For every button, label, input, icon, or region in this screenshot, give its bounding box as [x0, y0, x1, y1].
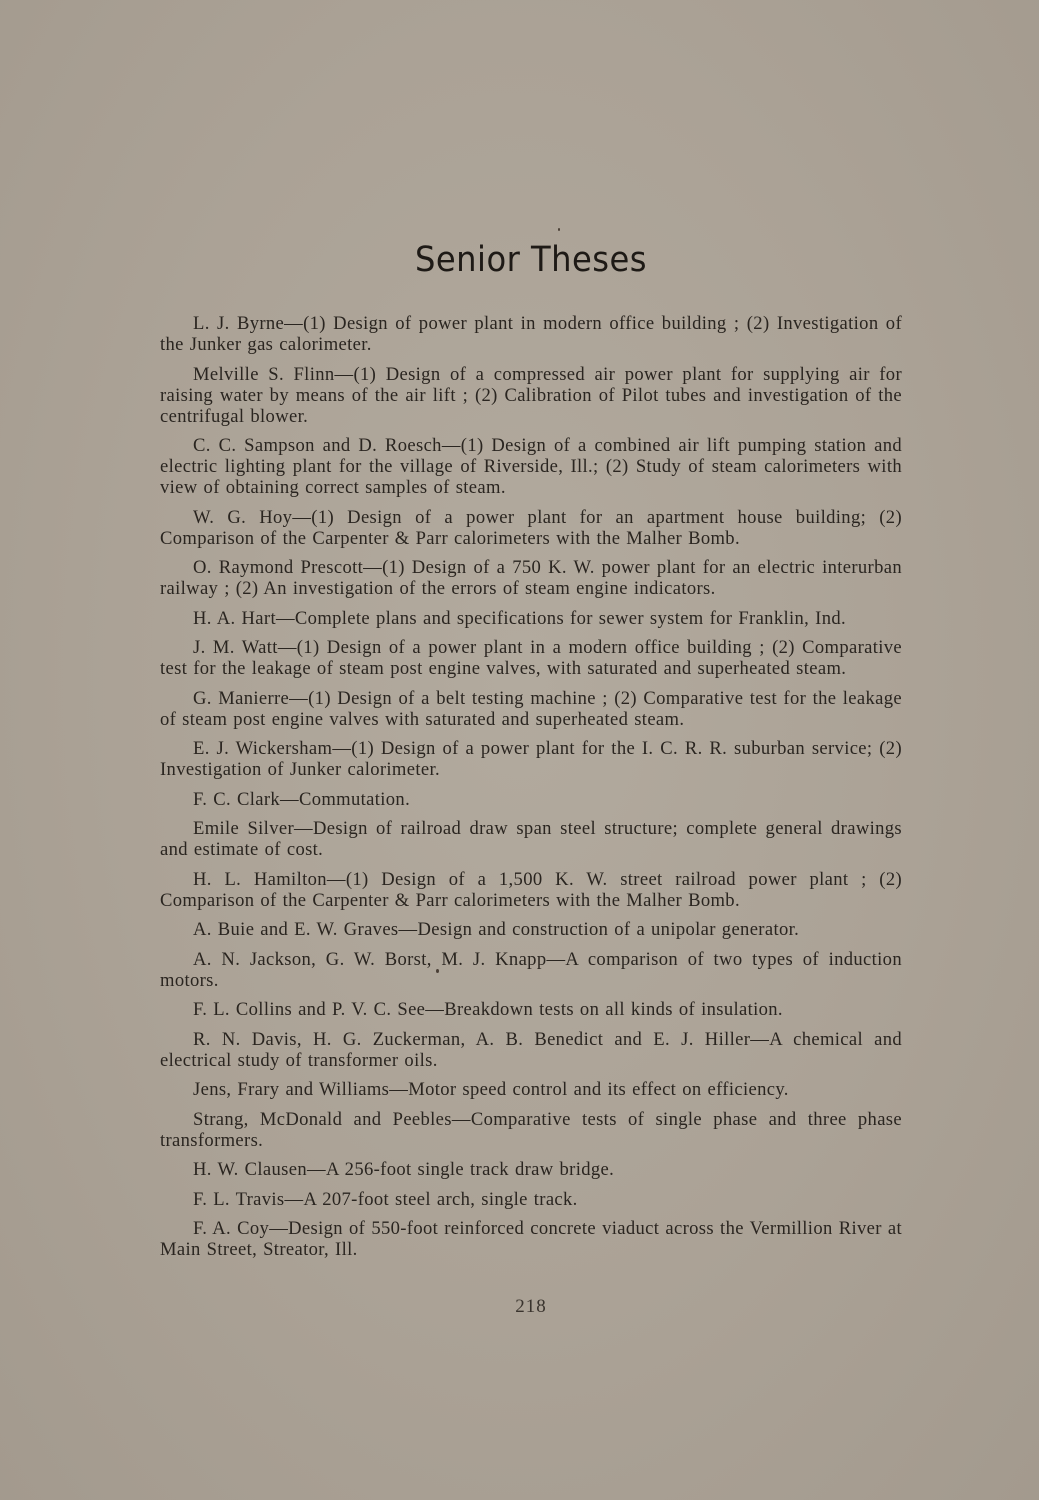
author-name: Jens, Frary and Williams	[193, 1079, 390, 1100]
dash-separator: —	[275, 607, 295, 629]
thesis-description: (1) Design of a power plant for an apartment house building; (2) Comparison of the Carpenter & Parr calorimeters with the Malher Bomb.	[160, 506, 902, 549]
theses-list	[160, 313, 902, 1269]
dash-separator: —	[289, 687, 309, 709]
thesis-entry	[160, 637, 902, 679]
thesis-entry	[160, 688, 902, 730]
dash-separator: —	[292, 506, 312, 528]
thesis-description: (1) Design of a 750 K. W. power plant for an electric interurban railway ; (2) An investigation of the errors of steam engine indicators.	[160, 557, 902, 599]
author-name: G. Manierre	[193, 687, 290, 709]
thesis-description: (1) Design of a belt testing machine ; (2) Comparative test for the leakage of steam post engine valves with saturated and superheated steam.	[160, 687, 903, 730]
thesis-description: (1) Design of a power plant in a modern office building ; (2) Comparative test for the leakage of steam post engine valves, with saturated and superheated steam.	[160, 637, 903, 679]
thesis-description: Comparative tests of single phase and three phase transformers.	[160, 1108, 902, 1151]
thesis-entry	[160, 557, 902, 599]
page-number: 218	[515, 1296, 547, 1317]
dash-separator: —	[334, 363, 354, 385]
thesis-entry	[160, 789, 902, 810]
author-name: Melville S. Flinn	[193, 363, 335, 385]
dash-separator: —	[750, 1028, 770, 1050]
thesis-entry	[160, 999, 902, 1020]
dash-separator: —	[284, 313, 304, 334]
thesis-entry	[160, 949, 902, 991]
author-name: O. Raymond Prescott	[193, 557, 364, 578]
author-name: A. N. Jackson, G. W. Borst, M. J. Knapp	[193, 948, 547, 970]
thesis-entry	[160, 608, 902, 629]
dash-separator: —	[398, 919, 418, 940]
thesis-entry	[160, 1029, 902, 1071]
thesis-entry	[160, 869, 902, 911]
dash-separator: —	[306, 1159, 326, 1180]
page-title: Senior Theses	[414, 240, 648, 280]
dash-separator: —	[284, 1188, 304, 1210]
thesis-entry	[160, 1189, 902, 1210]
dash-separator: —	[441, 435, 461, 456]
dash-separator: —	[451, 1108, 471, 1130]
thesis-entry	[160, 1079, 902, 1100]
author-name: L. J. Byrne	[193, 313, 285, 334]
dash-separator: —	[277, 637, 297, 658]
dash-separator: —	[326, 868, 346, 890]
thesis-entry	[160, 919, 902, 940]
author-name: J. M. Watt	[193, 637, 278, 658]
author-name: E. J. Wickersham	[193, 738, 333, 759]
author-name: Emile Silver	[193, 818, 294, 839]
author-name: F. L. Travis	[193, 1188, 285, 1210]
thesis-entry	[160, 364, 902, 427]
thesis-entry	[160, 738, 902, 780]
author-name: H. A. Hart	[193, 607, 276, 629]
thesis-description: Design of railroad draw span steel structure; complete general drawings and estimate of cost.	[160, 818, 902, 860]
thesis-description: Commutation.	[298, 788, 411, 810]
thesis-description: A comparison of two types of induction motors.	[160, 948, 902, 991]
thesis-description: A 256-foot single track draw bridge.	[325, 1159, 615, 1180]
thesis-entry	[160, 313, 902, 355]
dash-separator: —	[546, 948, 566, 970]
dash-separator: —	[332, 738, 352, 759]
thesis-entry	[160, 1218, 902, 1260]
thesis-entry	[160, 507, 902, 549]
thesis-description: Design of 550-foot reinforced concrete viaduct across the Vermillion River at Main Street, Streator, Ill.	[160, 1218, 902, 1260]
thesis-description: A 207-foot steel arch, single track.	[303, 1188, 578, 1210]
thesis-entry	[160, 1159, 902, 1180]
dash-separator: —	[293, 818, 313, 839]
thesis-entry	[160, 818, 902, 860]
paper-speck	[558, 228, 560, 231]
author-name: F. A. Coy	[193, 1218, 270, 1239]
thesis-description: Design and construction of a unipolar generator.	[417, 919, 800, 940]
thesis-description: (1) Design of a 1,500 K. W. street railroad power plant ; (2) Comparison of the Carpenter & Parr calorimeters with the Malher Bomb.	[160, 868, 903, 911]
thesis-description: A chemical and electrical study of transformer oils.	[160, 1028, 902, 1071]
thesis-description: (1) Design of a compressed air power plant for supplying air for raising water by means of the air lift ; (2) Calibration of Pilot tubes and investigation of the centrifugal blower.	[160, 363, 902, 427]
thesis-description: (1) Design of a combined air lift pumping station and electric lighting plant for the village of Riverside, Ill.; (2) Study of steam calorimeters with view of obtaining correct samples of steam.	[160, 435, 902, 498]
author-name: H. W. Clausen	[193, 1159, 307, 1180]
author-name: F. L. Collins and P. V. C. See	[193, 999, 426, 1020]
author-name: R. N. Davis, H. G. Zuckerman, A. B. Benedict and E. J. Hiller	[193, 1028, 751, 1050]
thesis-entry	[160, 1109, 902, 1151]
author-name: W. G. Hoy	[193, 506, 293, 528]
author-name: Strang, McDonald and Peebles	[193, 1108, 452, 1130]
thesis-description: (1) Design of power plant in modern office building ; (2) Investigation of the Junker gas calorimeter.	[160, 313, 902, 355]
dash-separator: —	[280, 788, 299, 810]
dash-separator: —	[389, 1079, 409, 1100]
thesis-entry	[160, 435, 902, 498]
thesis-description: Complete plans and specifications for sewer system for Franklin, Ind.	[294, 607, 846, 629]
thesis-description: Breakdown tests on all kinds of insulation.	[444, 999, 783, 1020]
author-name: H. L. Hamilton	[193, 868, 327, 890]
author-name: A. Buie and E. W. Graves	[193, 919, 399, 940]
dash-separator: —	[269, 1218, 289, 1239]
dash-separator: —	[425, 999, 445, 1020]
thesis-description: Motor speed control and its effect on efficiency.	[408, 1079, 789, 1100]
dash-separator: —	[363, 557, 383, 578]
author-name: C. C. Sampson and D. Roesch	[193, 435, 442, 456]
thesis-description: (1) Design of a power plant for the I. C. R. R. suburban service; (2) Investigation of Junker calorimeter.	[160, 738, 902, 780]
paper-speck	[436, 969, 439, 973]
author-name: F. C. Clark	[193, 788, 281, 810]
